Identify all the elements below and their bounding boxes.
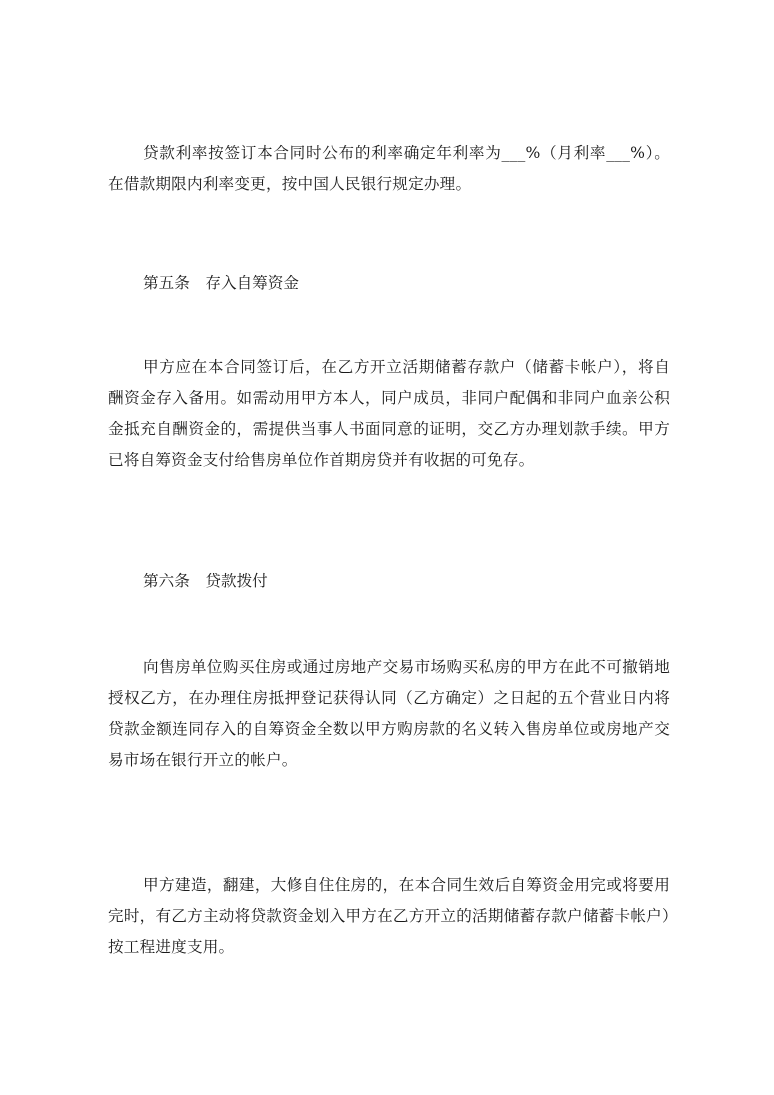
- article-6-heading: 第六条 贷款拨付: [143, 572, 268, 590]
- paragraph-disbursement: 向售房单位购买住房或通过房地产交易市场购买私房的甲方在此不可撤销地授权乙方，在办理住房抵押登记获得认同（乙方确定）之日起的五个营业日内将贷款金额连同存入的自筹资金全数以甲方购房款的名义转入售房单位或房地产交易市场在银行开立的帐户。: [108, 658, 670, 769]
- paragraph-construction: 甲方建造，翻建，大修自住住房的，在本合同生效后自筹资金用完或将要用完时，有乙方主动将贷款资金划入甲方在乙方开立的活期储蓄存款户储蓄卡帐户）按工程进度支用。: [108, 876, 670, 956]
- article-5-heading: 第五条 存入自筹资金: [143, 274, 299, 292]
- paragraph-self-funds: 甲方应在本合同签订后，在乙方开立活期储蓄存款户（储蓄卡帐户），将自酬资金存入备用。如需动用甲方本人，同户成员，非同户配偶和非同户血亲公积金抵充自酬资金的，需提供当事人书面同意的证明，交乙方办理划款手续。甲方已将自筹资金支付给售房单位作首期房贷并有收据的可免存。: [108, 358, 670, 469]
- paragraph-interest-rate: 贷款利率按签订本合同时公布的利率确定年利率为___%（月利率___%）。在借款期限内利率变更，按中国人民银行规定办理。: [108, 144, 670, 193]
